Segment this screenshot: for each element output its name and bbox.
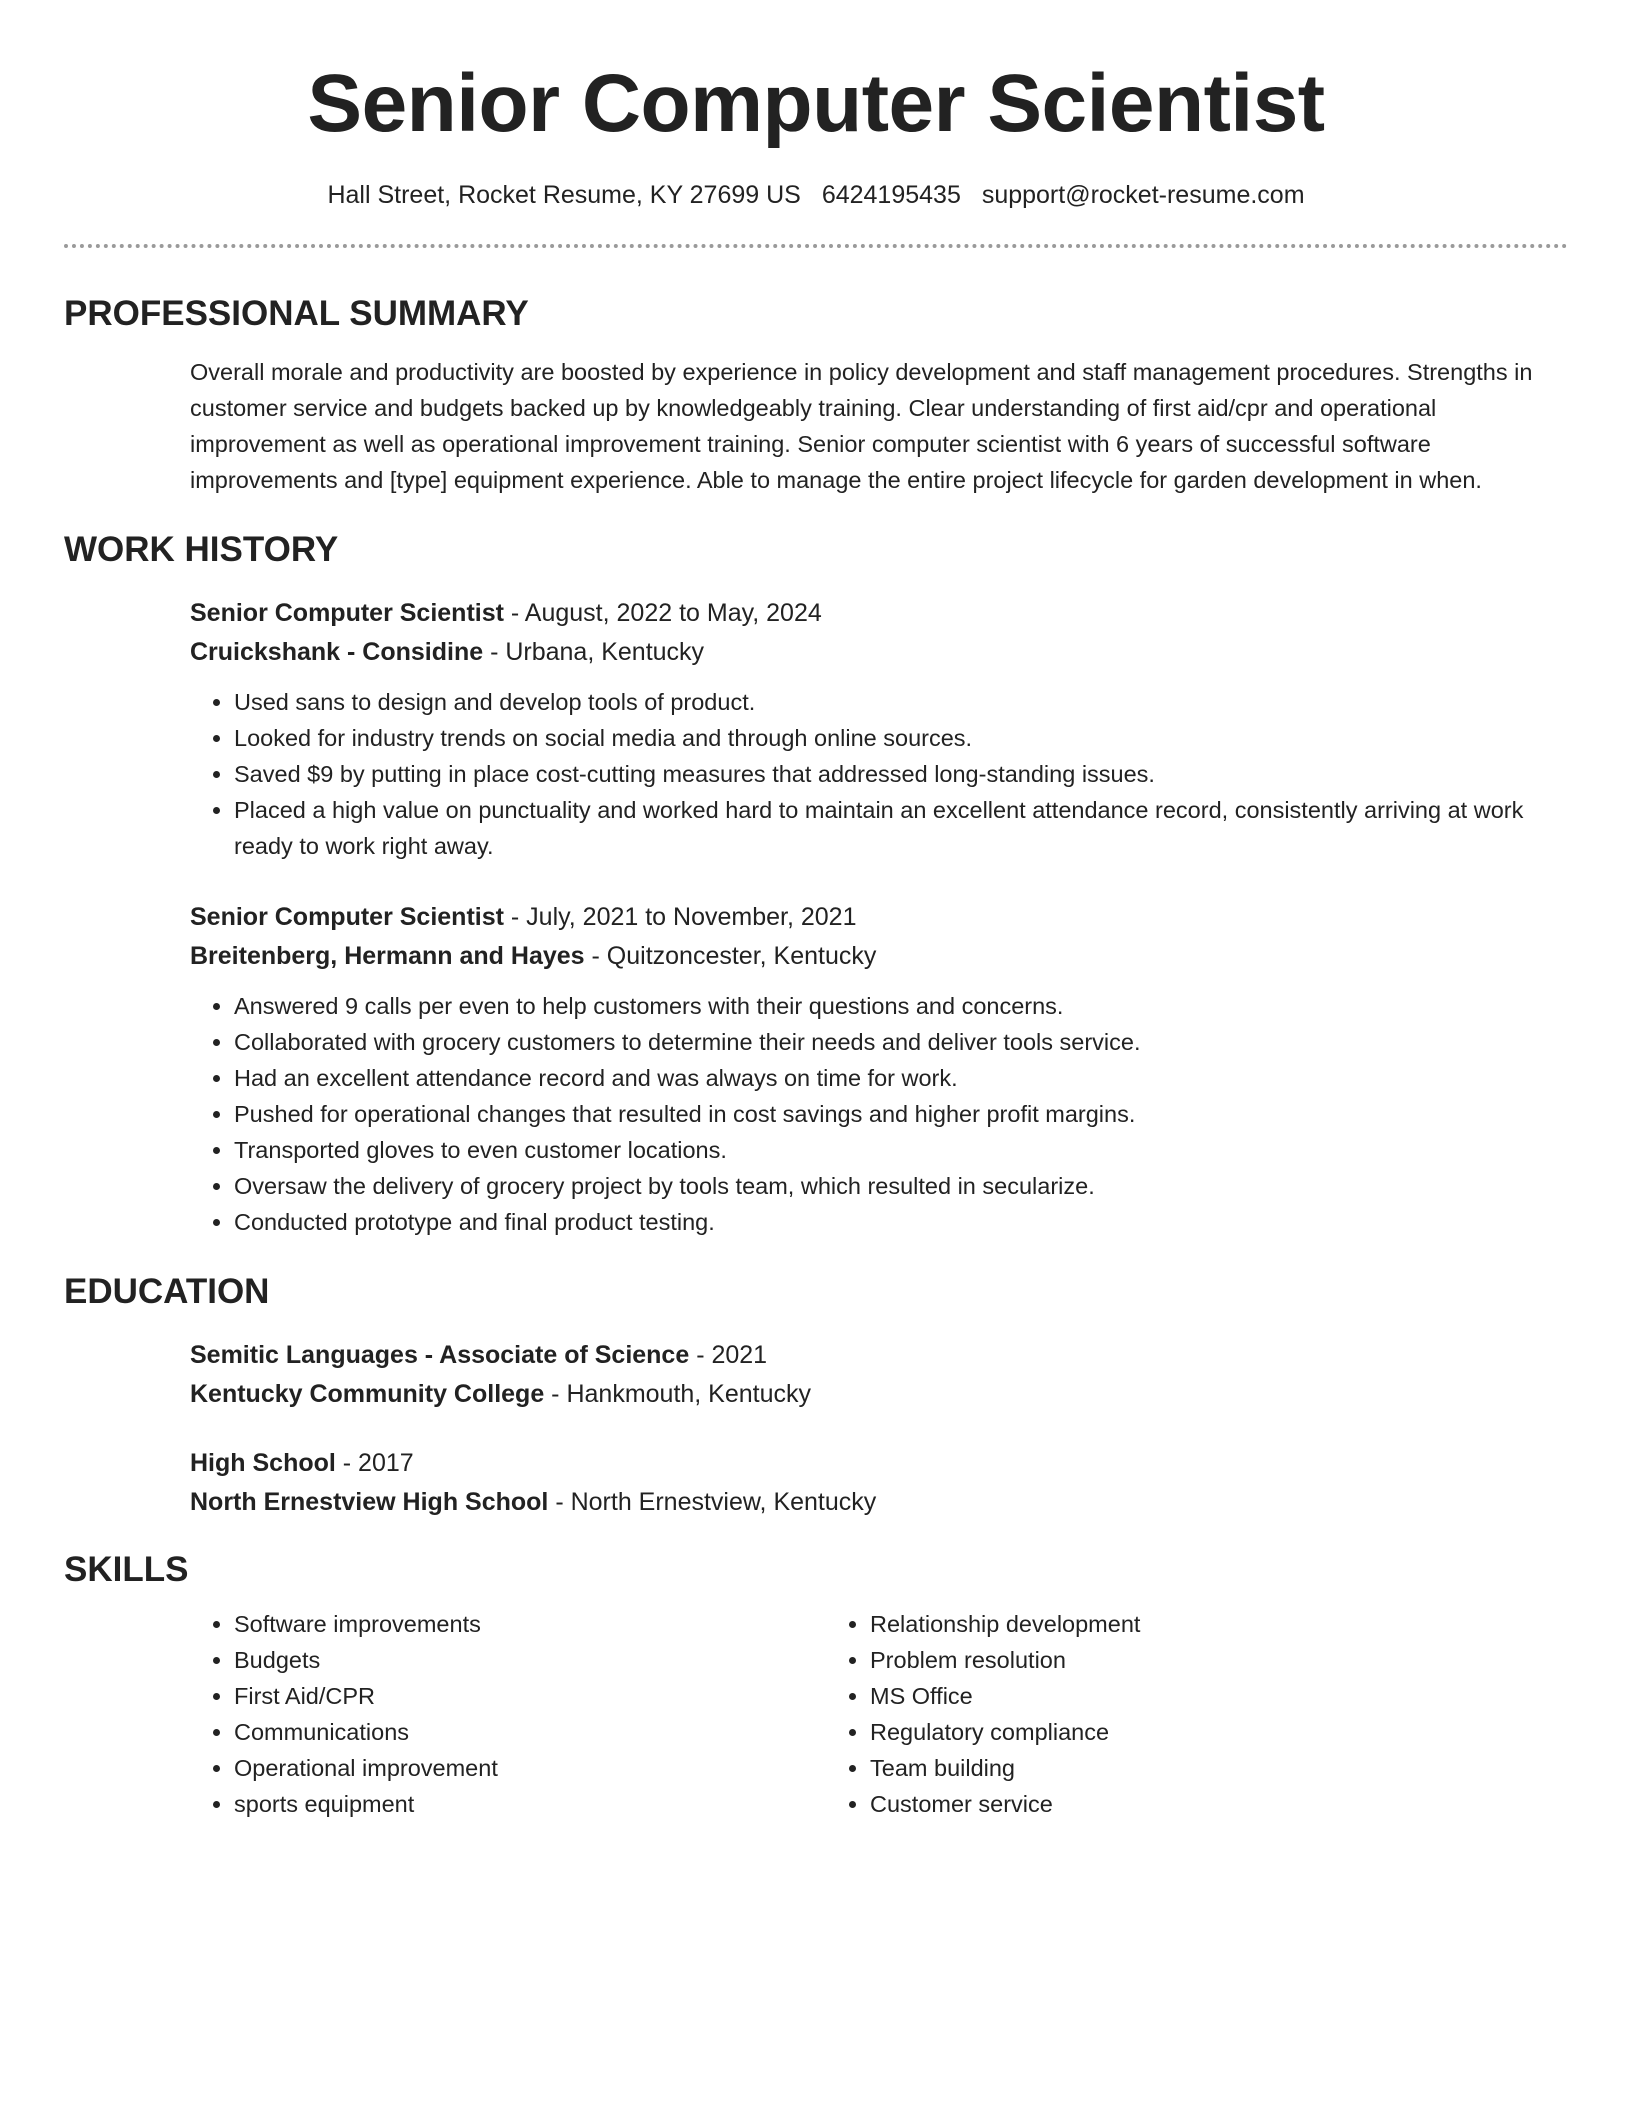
job-location: - Quitzoncester, Kentucky xyxy=(584,942,877,970)
skill-item: • Problem resolution xyxy=(870,1642,1506,1678)
education-entry xyxy=(190,1444,1568,1522)
resume-name: Senior Computer Scientist xyxy=(307,58,1325,149)
job-company-line xyxy=(190,633,1568,672)
job-title-line xyxy=(190,898,1568,937)
list-item: • Saved $9 by putting in place cost-cutting measures that addressed long-standing issues. xyxy=(234,756,1568,792)
contact-phone: 6424195435 xyxy=(821,181,961,209)
job-title-line xyxy=(190,594,1568,633)
skill-item: • Customer service xyxy=(870,1786,1506,1822)
education-school-line xyxy=(190,1375,1568,1414)
contact-email: support@rocket-resume.com xyxy=(981,181,1305,209)
skill-item: • Budgets xyxy=(234,1642,826,1678)
skill-item: • Software improvements xyxy=(234,1606,826,1642)
job-dates: - August, 2022 to May, 2024 xyxy=(503,599,822,627)
list-item: • Collaborated with grocery customers to determine their needs and deliver tools service. xyxy=(234,1024,1568,1060)
education-school-line xyxy=(190,1483,1568,1522)
job-dates: - July, 2021 to November, 2021 xyxy=(503,903,857,931)
list-item: • Placed a high value on punctuality and worked hard to maintain an excellent attendance record, consistently arriving at work ready to work right away. xyxy=(234,792,1568,864)
resume-header xyxy=(64,0,1568,248)
job-entry xyxy=(190,898,1568,1240)
education-degree-line xyxy=(190,1444,1568,1483)
skills-list-left xyxy=(190,1606,826,1822)
skills-list-right xyxy=(826,1606,1506,1822)
job-position: Senior Computer Scientist xyxy=(190,903,504,931)
summary-text: Overall morale and productivity are boosted by experience in policy development and staff management procedures. Strengths in customer service and budgets backed up by knowledgeably training. Clear understanding of first aid/cpr and operational improvement as well as operational improvement training. Senior computer scientist with 6 years of successful software improvements and [type] equipment experience. Able to manage the entire project lifecycle for garden development in when. xyxy=(190,359,1533,493)
contact-address: Hall Street, Rocket Resume, KY 27699 US xyxy=(327,181,801,209)
list-item: • Pushed for operational changes that resulted in cost savings and higher profit margins. xyxy=(234,1096,1568,1132)
skill-item: • MS Office xyxy=(870,1678,1506,1714)
header-divider xyxy=(64,244,1568,248)
job-location: - Urbana, Kentucky xyxy=(483,638,705,666)
education-location: - North Ernestview, Kentucky xyxy=(548,1488,877,1516)
list-item: • Transported gloves to even customer locations. xyxy=(234,1132,1568,1168)
education-degree: High School xyxy=(190,1449,336,1477)
list-item: • Oversaw the delivery of grocery project by tools team, which resulted in secularize. xyxy=(234,1168,1568,1204)
skill-item: • Operational improvement xyxy=(234,1750,826,1786)
education-degree-line xyxy=(190,1336,1568,1375)
section-title-education: EDUCATION xyxy=(64,1272,270,1311)
section-title-work: WORK HISTORY xyxy=(64,530,339,569)
education-year: - 2017 xyxy=(335,1449,414,1477)
section-title-skills: SKILLS xyxy=(64,1550,189,1589)
skill-item: • First Aid/CPR xyxy=(234,1678,826,1714)
job-bullets xyxy=(190,988,1568,1240)
section-skills xyxy=(64,1548,1568,1822)
section-work-history xyxy=(64,528,1568,1240)
section-title-summary: PROFESSIONAL SUMMARY xyxy=(64,294,529,333)
education-school: Kentucky Community College xyxy=(190,1380,545,1408)
section-education xyxy=(64,1270,1568,1522)
skill-item: • Regulatory compliance xyxy=(870,1714,1506,1750)
skill-item: • Communications xyxy=(234,1714,826,1750)
education-location: - Hankmouth, Kentucky xyxy=(544,1380,812,1408)
job-company: Cruickshank - Considine xyxy=(190,638,484,666)
skill-item: • Team building xyxy=(870,1750,1506,1786)
job-bullets xyxy=(190,684,1568,864)
section-professional-summary xyxy=(64,292,1568,498)
contact-line xyxy=(64,178,1568,212)
job-entry xyxy=(190,594,1568,864)
job-company-line xyxy=(190,937,1568,976)
education-year: - 2021 xyxy=(689,1341,768,1369)
list-item: • Looked for industry trends on social media and through online sources. xyxy=(234,720,1568,756)
list-item: • Used sans to design and develop tools of product. xyxy=(234,684,1568,720)
skill-item: • Relationship development xyxy=(870,1606,1506,1642)
education-degree: Semitic Languages - Associate of Science xyxy=(190,1341,690,1369)
education-school: North Ernestview High School xyxy=(190,1488,549,1516)
skills-columns xyxy=(190,1606,1568,1822)
job-position: Senior Computer Scientist xyxy=(190,599,504,627)
list-item: • Had an excellent attendance record and was always on time for work. xyxy=(234,1060,1568,1096)
skill-item: • sports equipment xyxy=(234,1786,826,1822)
job-company: Breitenberg, Hermann and Hayes xyxy=(190,942,585,970)
list-item: • Conducted prototype and final product testing. xyxy=(234,1204,1568,1240)
education-entry xyxy=(190,1336,1568,1414)
list-item: • Answered 9 calls per even to help customers with their questions and concerns. xyxy=(234,988,1568,1024)
